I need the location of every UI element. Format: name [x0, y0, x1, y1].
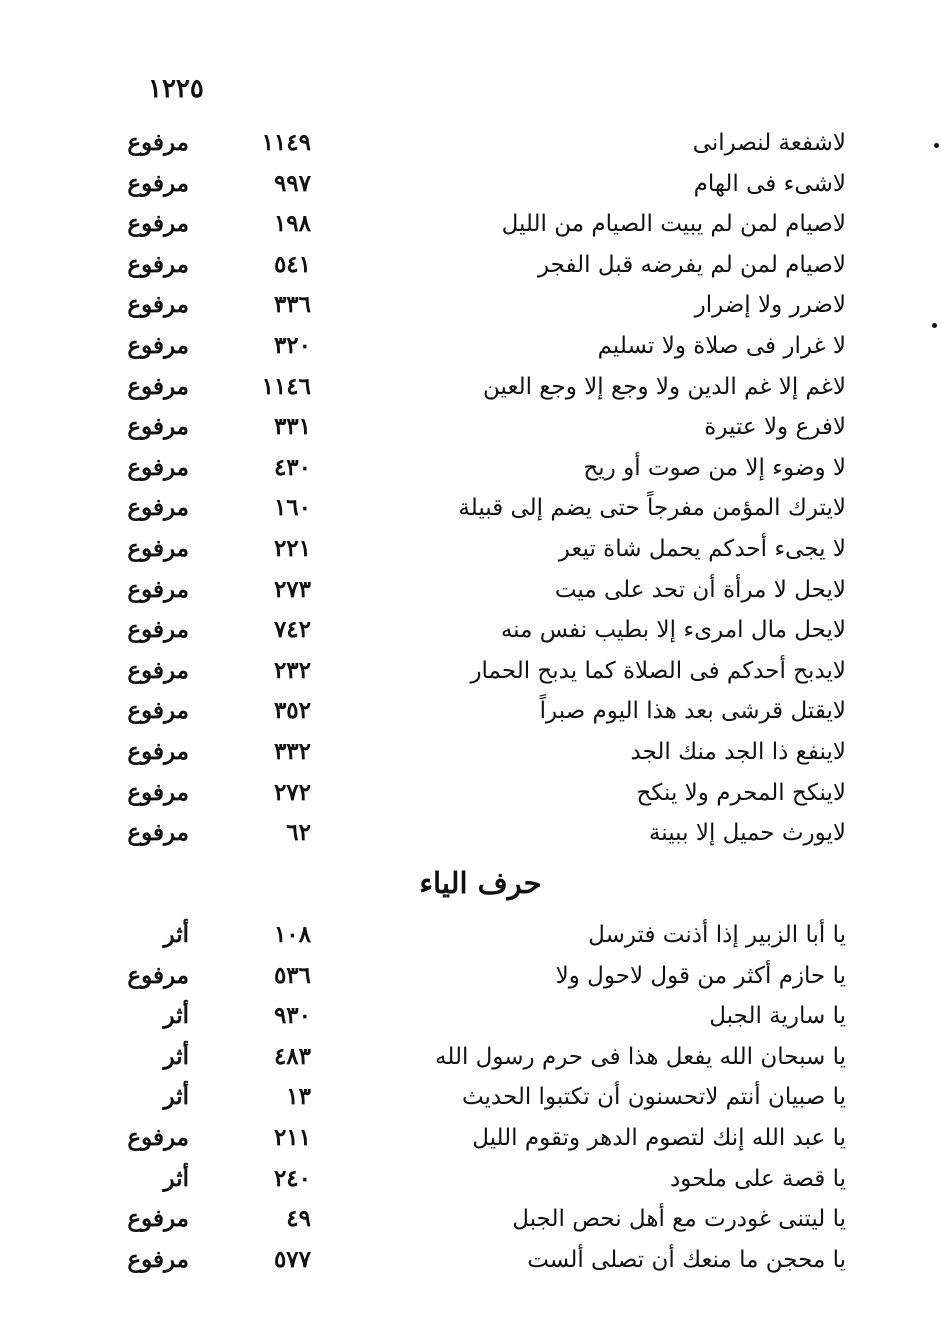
hadith-text: لا يجىء أحدكم يحمل شاة تيعر [558, 535, 846, 562]
hadith-number: ٢٣٢ [273, 656, 311, 684]
hadith-grade: مرفوع [127, 291, 189, 319]
hadith-grade: أثر [163, 1164, 189, 1192]
hadith-entry-row [0, 285, 941, 326]
hadith-text: لا وضوء إلا من صوت أو ريح [583, 454, 846, 481]
hadith-entry-row [0, 1118, 941, 1159]
hadith-grade: مرفوع [127, 1205, 189, 1233]
hadith-text: يا حازم أكثر من قول لاحول ولا [555, 962, 846, 989]
hadith-number: ٢٤٠ [273, 1164, 311, 1192]
hadith-grade: مرفوع [127, 534, 189, 562]
hadith-text: لاصيام لمن لم يفرضه قبل الفجر [537, 251, 846, 278]
hadith-number: ٤٩ [286, 1205, 311, 1233]
hadith-grade: أثر [163, 1042, 189, 1070]
hadith-text: لاصيام لمن لم يبيت الصيام من الليل [501, 211, 846, 238]
hadith-grade: مرفوع [127, 778, 189, 806]
hadith-entry-row [0, 407, 941, 448]
hadith-grade: مرفوع [127, 616, 189, 644]
hadith-number: ١١٤٦ [261, 372, 311, 400]
hadith-text: لا غرار فى صلاة ولا تسليم [597, 332, 846, 359]
hadith-number: ٣٣٢ [273, 737, 311, 765]
hadith-grade: مرفوع [127, 697, 189, 725]
hadith-grade: مرفوع [127, 737, 189, 765]
hadith-entry-row [0, 245, 941, 286]
hadith-number: ٩٣٠ [273, 1002, 311, 1030]
hadith-grade: مرفوع [127, 129, 189, 156]
hadith-entry-row [0, 610, 941, 651]
hadith-number: ٩٩٧ [273, 169, 311, 197]
section-heading-text: حرف الياء [419, 866, 542, 900]
hadith-text: لاشفعة لنصرانى [692, 130, 846, 156]
hadith-number: ٤٣٠ [273, 453, 311, 481]
hadith-text: لايدبح أحدكم فى الصلاة كما يدبح الحمار [470, 657, 846, 684]
hadith-number: ٣٣٦ [273, 291, 311, 319]
hadith-grade: مرفوع [127, 372, 189, 400]
hadith-number: ٢٧٣ [273, 575, 311, 603]
hadith-entry-row [0, 956, 941, 997]
hadith-number: ٥٤١ [273, 250, 311, 278]
hadith-grade: أثر [163, 1002, 189, 1030]
hadith-entry-row [0, 773, 941, 814]
hadith-text: يا أبا الزبير إذا أذنت فترسل [588, 922, 846, 948]
hadith-entry-row [0, 1077, 941, 1118]
hadith-entry-row [0, 529, 941, 570]
hadith-entry-row [0, 732, 941, 773]
hadith-entry-row [0, 448, 941, 489]
hadith-entry-row [0, 164, 941, 205]
hadith-text: لايترك المؤمن مفرجاً حتى يضم إلى قبيلة [458, 495, 846, 522]
hadith-number: ٢٢١ [273, 534, 311, 562]
hadith-entry-row [0, 1240, 941, 1281]
hadith-text: لاغم إلا غم الدين ولا وجع إلا وجع العين [483, 373, 846, 400]
hadith-number: ٣٥٢ [273, 697, 311, 725]
hadith-text: لافرع ولا عتيرة [704, 414, 846, 441]
hadith-entry-row [0, 651, 941, 692]
hadith-grade: مرفوع [127, 494, 189, 522]
hadith-grade: مرفوع [127, 413, 189, 441]
section-heading [0, 866, 941, 900]
hadith-number: ٣٣١ [273, 413, 311, 441]
entries-section-lam [0, 123, 941, 854]
hadith-number: ٦٢ [286, 819, 311, 847]
hadith-number: ٤٨٣ [273, 1042, 311, 1070]
hadith-number: ٣٢٠ [273, 331, 311, 359]
hadith-grade: مرفوع [127, 961, 189, 989]
hadith-grade: مرفوع [127, 210, 189, 238]
hadith-number: ٢١١ [273, 1123, 311, 1151]
hadith-entry-row [0, 123, 941, 164]
hadith-text: يا سبحان الله يفعل هذا فى حرم رسول الله [435, 1043, 846, 1070]
hadith-number: ١٩٨ [273, 210, 311, 238]
hadith-entry-row [0, 1159, 941, 1200]
hadith-grade: مرفوع [127, 656, 189, 684]
hadith-entry-row [0, 326, 941, 367]
hadith-text: لاينكح المحرم ولا ينكح [636, 779, 846, 806]
hadith-entry-row [0, 488, 941, 529]
hadith-grade: مرفوع [127, 331, 189, 359]
margin-mark [934, 143, 939, 148]
hadith-text: لايحل مال امرىء إلا بطيب نفس منه [500, 617, 846, 644]
hadith-number: ٥٣٦ [273, 961, 311, 989]
hadith-grade: مرفوع [127, 250, 189, 278]
hadith-number: ٧٤٢ [273, 616, 311, 644]
hadith-entry-row [0, 1037, 941, 1078]
hadith-entry-row [0, 691, 941, 732]
hadith-grade: مرفوع [127, 575, 189, 603]
hadith-text: يا صبيان أنتم لاتحسنون أن تكتبوا الحديث [461, 1084, 846, 1111]
hadith-text: لايحل لا مرأة أن تحد على ميت [554, 576, 846, 603]
hadith-text: يا محجن ما منعك أن تصلى ألست [527, 1246, 846, 1273]
hadith-entry-row [0, 996, 941, 1037]
hadith-grade: مرفوع [127, 819, 189, 847]
hadith-entry-row [0, 204, 941, 245]
hadith-entry-row [0, 813, 941, 854]
page-number: ١٢٢٥ [148, 74, 204, 104]
hadith-grade: مرفوع [127, 169, 189, 197]
hadith-number: ١٦٠ [273, 494, 311, 522]
hadith-grade: أثر [163, 1083, 189, 1111]
hadith-text: لاضرر ولا إضرار [694, 292, 846, 319]
hadith-entry-row [0, 915, 941, 956]
hadith-grade: مرفوع [127, 1245, 189, 1273]
hadith-entry-row [0, 570, 941, 611]
hadith-text: لاينفع ذا الجد منك الجد [630, 738, 846, 765]
hadith-number: ١٠٨ [273, 921, 311, 948]
hadith-text: لايقتل قرشى بعد هذا اليوم صبراً [539, 698, 846, 725]
hadith-text: لاشىء فى الهام [693, 170, 846, 197]
hadith-number: ١٣ [286, 1083, 311, 1111]
hadith-text: يا ليتنى غودرت مع أهل نحص الجبل [512, 1206, 846, 1233]
hadith-number: ٥٧٧ [273, 1245, 311, 1273]
hadith-grade: أثر [163, 921, 189, 948]
hadith-number: ١١٤٩ [261, 129, 311, 156]
hadith-text: يا سارية الجبل [709, 1003, 846, 1030]
hadith-grade: مرفوع [127, 453, 189, 481]
margin-mark [932, 323, 937, 328]
hadith-grade: مرفوع [127, 1123, 189, 1151]
entries-section-ya [0, 915, 941, 1280]
hadith-number: ٢٧٢ [273, 778, 311, 806]
hadith-entry-row [0, 1199, 941, 1240]
hadith-entry-row [0, 367, 941, 408]
hadith-text: لايورث حميل إلا ببينة [648, 820, 846, 847]
hadith-text: يا عبد الله إنك لتصوم الدهر وتقوم الليل [472, 1124, 846, 1151]
hadith-text: يا قصة على ملحود [669, 1165, 846, 1192]
